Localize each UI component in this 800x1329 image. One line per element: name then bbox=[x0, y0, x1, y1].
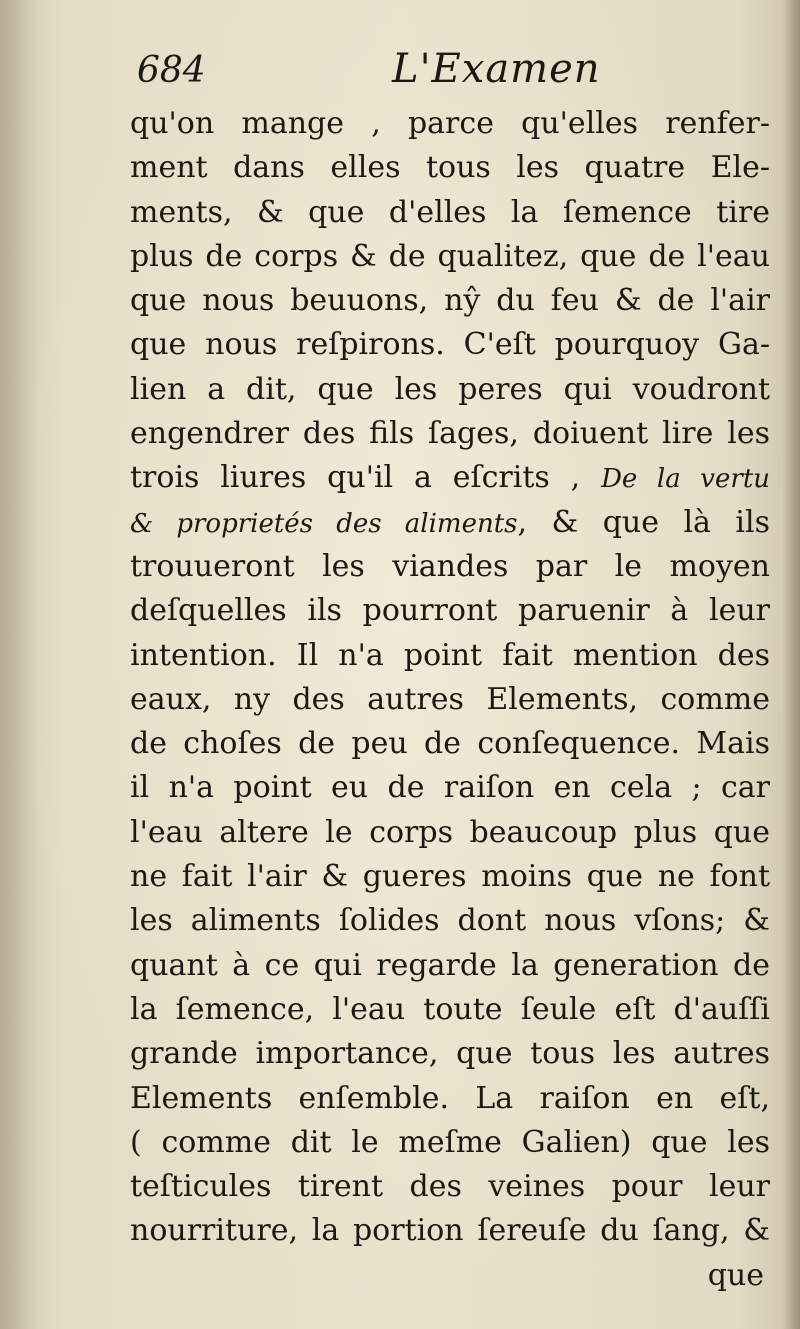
text-line: trouueront les viandes par le moyen bbox=[130, 548, 770, 584]
text-line: ( comme dit le meſme Galien) que les bbox=[130, 1124, 770, 1160]
text-line: nourriture, la portion ſereuſe du ſang, & bbox=[130, 1213, 770, 1249]
text-line: la ſemence, l'eau toute ſeule eſt d'auſſi bbox=[130, 991, 770, 1027]
book-title-italic: & proprietés des aliments bbox=[130, 508, 518, 539]
page-number: 684 bbox=[137, 50, 206, 91]
book-title-italic: De la vertu bbox=[601, 464, 771, 495]
text-line: intention. Il n'a point fait mention des bbox=[130, 637, 770, 673]
text-line: ment dans elles tous les quatre Ele- bbox=[130, 150, 770, 186]
text-line: lien a dit, que les peres qui voudront bbox=[130, 371, 770, 407]
page-header bbox=[137, 44, 601, 94]
spine-shadow bbox=[0, 0, 40, 1329]
catchword: que bbox=[707, 1257, 764, 1293]
text-line: teſticules tirent des veines pour leur bbox=[130, 1169, 770, 1205]
text-line: grande importance, que tous les autres bbox=[130, 1036, 770, 1072]
text-line: l'eau altere le corps beaucoup plus que bbox=[130, 814, 770, 850]
text-line: que nous beuuons, nŷ du feu & de l'air bbox=[130, 283, 770, 319]
text-line: ments, & que d'elles la ſemence tire bbox=[130, 194, 770, 230]
text-line: de choſes de peu de conſequence. Mais bbox=[130, 726, 770, 762]
text-line: deſquelles ils pourront paruenir à leur bbox=[130, 593, 770, 629]
text-line: ne fait l'air & gueres moins que ne font bbox=[130, 859, 770, 895]
text-line: trois liures qu'il a eſcrits , De la vertu bbox=[130, 460, 771, 496]
text-line: plus de corps & de qualitez, que de l'eau bbox=[130, 238, 770, 274]
text-line: il n'a point eu de raiſon en cela ; car bbox=[130, 770, 770, 806]
text-line: Elements enſemble. La raiſon en eſt, bbox=[130, 1080, 770, 1116]
body-text bbox=[130, 102, 770, 1298]
text-line: qu'on mange , parce qu'elles renfer- bbox=[130, 106, 770, 141]
text-line: que nous reſpirons. C'eſt pourquoy Ga- bbox=[130, 327, 770, 363]
text-line: & proprietés des aliments, & que là ils bbox=[130, 504, 770, 540]
text-line: quant à ce qui regarde la generation de bbox=[130, 947, 770, 983]
running-head: L'Examen bbox=[392, 46, 601, 92]
text-line: les aliments ſolides dont nous vſons; & bbox=[130, 903, 770, 939]
text-line: engendrer des fils ſages, doiuent lire les bbox=[130, 416, 770, 452]
text-line: eaux, ny des autres Elements, comme bbox=[130, 681, 770, 717]
page-edge-shadow bbox=[782, 0, 800, 1329]
